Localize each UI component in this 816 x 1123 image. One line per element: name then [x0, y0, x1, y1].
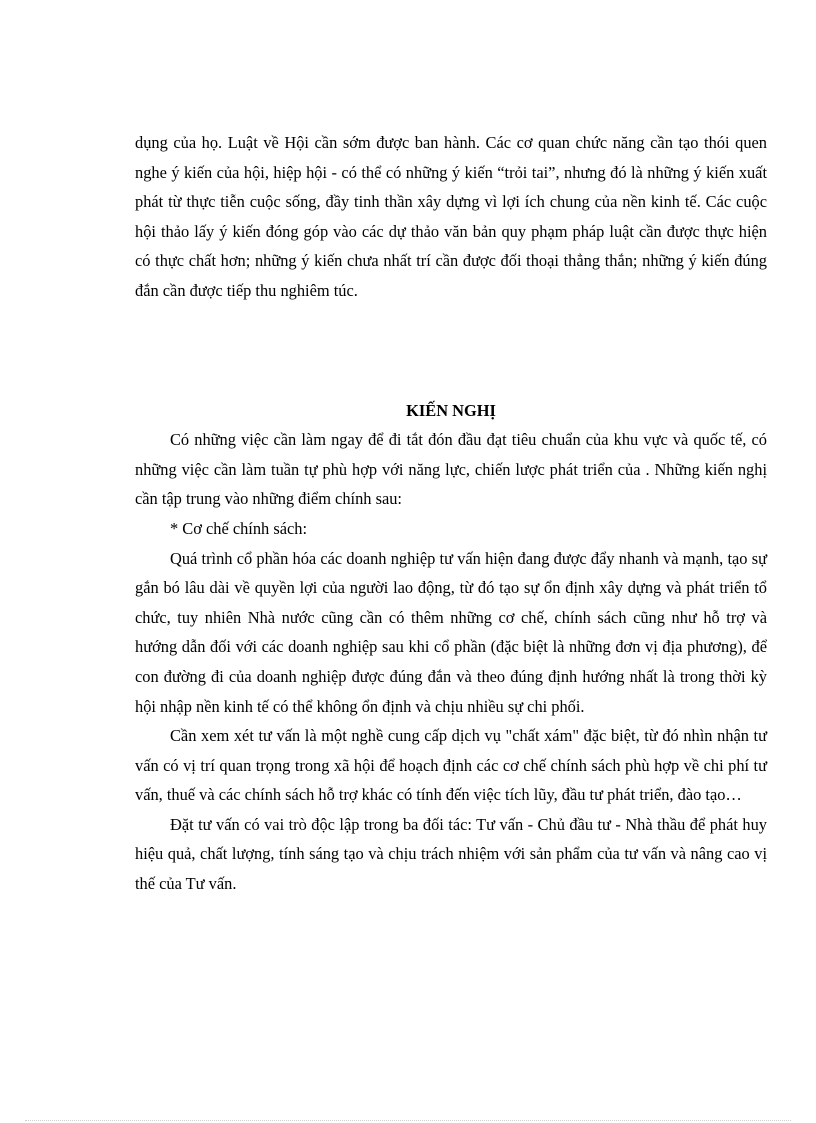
- body-paragraph-3: Đặt tư vấn có vai trò độc lập trong ba đối tác: Tư vấn - Chủ đầu tư - Nhà thầu để phát huy hiệu quả, chất lượng, tính sáng tạo và chịu trách nhiệm với sản phẩm của tư vấn và nâng cao vị thế của Tư vấn.: [135, 814, 767, 894]
- subheading-policy: * Cơ chế chính sách:: [170, 518, 308, 538]
- body-paragraph-1: Quá trình cổ phần hóa các doanh nghiệp tư vấn hiện đang được đẩy nhanh và mạnh, tạo sự gắn bó lâu dài về quyền lợi của người lao động, từ đó tạo sự ổn định xây dựng và phát triển tổ chức, tuy nhiên Nhà nước cũng cần có thêm những cơ chế, chính sách cũng như hỗ trợ và hướng dẫn đối với các doanh nghiệp sau khi cổ phần (đặc biệt là những đơn vị địa phương), để con đường đi của doanh nghiệp được đúng đắn và theo đúng định hướng nhất là trong thời kỳ hội nhập nền kinh tế có thể không ổn định và chịu nhiều sự chi phối.: [135, 548, 767, 716]
- section-intro: Có những việc cần làm ngay để đi tắt đón đầu đạt tiêu chuẩn của khu vực và quốc tế, có những việc cần làm tuần tự phù hợp với năng lực, chiến lược phát triển của . Những kiến nghị cần tập trung vào những điểm chính sau:: [135, 430, 767, 509]
- paragraph-continued: dụng của họ. Luật về Hội cần sớm được ban hành. Các cơ quan chức năng cần tạo thói quen nghe ý kiến của hội, hiệp hội - có thể có những ý kiến “trỏi tai”, nhưng đó là những ý kiến xuất phát từ thực tiễn cuộc sống, đầy tinh thần xây dựng vì lợi ích chung của nền kinh tế. Các cuộc hội thảo lấy ý kiến đóng góp vào các dự thảo văn bản quy phạm pháp luật cần được thực hiện có thực chất hơn; những ý kiến chưa nhất trí cần được đối thoại thẳng thắn; những ý kiến đúng đắn cần được tiếp thu nghiêm túc.: [135, 133, 767, 300]
- body-paragraph-2: Cần xem xét tư vấn là một nghề cung cấp dịch vụ "chất xám" đặc biệt, từ đó nhìn nhận tư vấn có vị trí quan trọng trong xã hội để hoạch định các cơ chế chính sách phù hợp về chi phí tư vấn, thuế và các chính sách hỗ trợ khác có tính đến việc tích lũy, đầu tư phát triển, đào tạo…: [135, 726, 767, 805]
- page-bottom-divider: [25, 1120, 791, 1121]
- document-page: [135, 128, 767, 899]
- section-spacer: [135, 306, 767, 396]
- section-title: KIẾN NGHỊ: [406, 400, 496, 420]
